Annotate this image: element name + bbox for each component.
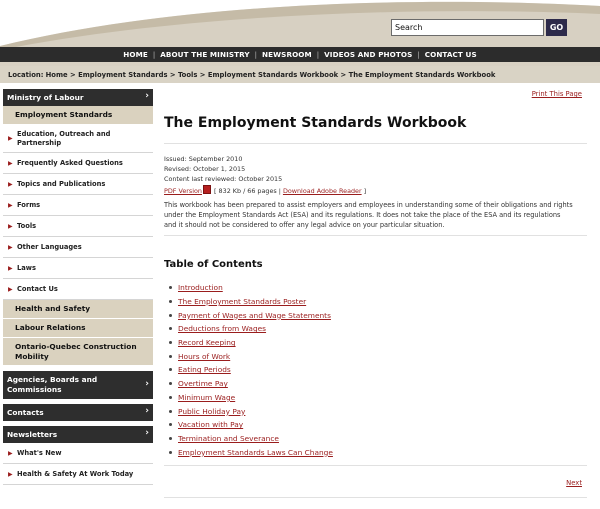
sidebar-link-label: Other Languages	[17, 242, 82, 251]
pdf-bracket-close: ]	[363, 187, 367, 195]
issued-date: Issued: September 2010	[164, 155, 243, 163]
arrow-right-icon: ▶	[8, 180, 13, 188]
sidebar-link-label: Education, Outreach and Partnership	[17, 129, 111, 147]
divider	[164, 497, 587, 498]
intro-paragraph: This workbook has been prepared to assist employers and employees in understanding some of their obligations and rights under the Employment Standards Act (ESA) and its regulations. It does not take the place of the ESA and its regulations and it should not be considered to offer any legal advice on your particular situation.	[164, 201, 573, 229]
toc-link-public-holiday-pay[interactable]: Public Holiday Pay	[178, 406, 246, 416]
toc-item	[164, 404, 333, 418]
site-header	[0, 0, 600, 66]
toc-item	[164, 281, 333, 295]
sidebar-link-label: Health & Safety At Work Today	[17, 469, 134, 478]
arrow-right-icon: ▶	[8, 449, 13, 457]
bullet-icon	[169, 382, 172, 385]
sidebar-link-contact-us[interactable]	[3, 279, 153, 300]
toc-link-introduction[interactable]: Introduction	[178, 283, 223, 293]
toc-item	[164, 308, 333, 322]
nav-separator: |	[254, 50, 258, 59]
sidebar-link-education-outreach[interactable]	[3, 125, 153, 153]
nav-separator: |	[152, 50, 156, 59]
sidebar-health-and-safety[interactable]: Health and Safety	[3, 300, 153, 319]
next-page-link[interactable]: Next	[566, 479, 582, 487]
sidebar-section-label: Contacts	[7, 408, 44, 417]
bullet-icon	[169, 451, 172, 454]
page-title: The Employment Standards Workbook	[164, 115, 467, 131]
bullet-icon	[169, 300, 172, 303]
sidebar-section-label: Newsletters	[7, 430, 58, 439]
pdf-line	[164, 185, 366, 195]
sidebar-labour-relations[interactable]: Labour Relations	[3, 319, 153, 338]
toc-link-laws-can-change[interactable]: Employment Standards Laws Can Change	[178, 447, 333, 457]
bullet-icon	[169, 423, 172, 426]
breadcrumb-path[interactable]: Home > Employment Standards > Tools > Employment Standards Workbook > The Employment Standards Workbook	[45, 71, 496, 79]
nav-contact-us[interactable]: CONTACT US	[424, 50, 477, 59]
toc-link-payment-of-wages[interactable]: Payment of Wages and Wage Statements	[178, 310, 331, 320]
sidebar-link-label: Frequently Asked Questions	[17, 158, 123, 167]
breadcrumb-prefix: Location:	[8, 71, 44, 79]
sidebar-employment-standards[interactable]: Employment Standards	[3, 106, 153, 125]
download-adobe-reader-link[interactable]: Download Adobe Reader	[282, 187, 362, 195]
toc-item	[164, 391, 333, 405]
sidebar-section-label: Agencies, Boards and Commissions	[7, 375, 98, 394]
pdf-file-icon	[203, 185, 211, 194]
arrow-right-icon: ▶	[8, 222, 13, 230]
pdf-version-link[interactable]: PDF Version	[164, 187, 202, 195]
sidebar-link-label: Tools	[17, 221, 37, 230]
chevron-right-icon: ›	[145, 379, 149, 389]
toc-heading: Table of Contents	[164, 259, 263, 270]
print-page-link[interactable]: Print This Page	[531, 90, 582, 98]
toc-item	[164, 349, 333, 363]
table-of-contents	[164, 281, 333, 459]
toc-item	[164, 336, 333, 350]
chevron-right-icon: ›	[145, 91, 149, 101]
sidebar-link-health-safety-today[interactable]	[3, 464, 153, 485]
toc-link-record-keeping[interactable]: Record Keeping	[178, 338, 236, 348]
sidebar-link-label: Laws	[17, 263, 36, 272]
toc-link-termination-severance[interactable]: Termination and Severance	[178, 433, 279, 443]
arrow-right-icon: ▶	[8, 201, 13, 209]
sidebar-ontario-quebec-mobility[interactable]: Ontario-Quebec Construction Mobility	[3, 338, 153, 366]
toc-item	[164, 295, 333, 309]
toc-link-overtime-pay[interactable]: Overtime Pay	[178, 379, 228, 389]
sidebar-agencies-boards[interactable]	[3, 371, 153, 399]
revised-date: Revised: October 1, 2015	[164, 165, 246, 173]
sidebar-section-label: Ministry of Labour	[7, 93, 84, 102]
arrow-right-icon: ▶	[8, 285, 13, 293]
nav-newsroom[interactable]: NEWSROOM	[262, 50, 312, 59]
toc-link-poster[interactable]: The Employment Standards Poster	[178, 297, 307, 307]
arrow-right-icon: ▶	[8, 159, 13, 167]
bullet-icon	[169, 410, 172, 413]
bullet-icon	[169, 341, 172, 344]
bullet-icon	[169, 314, 172, 317]
toc-link-minimum-wage[interactable]: Minimum Wage	[178, 392, 236, 402]
toc-item	[164, 432, 333, 446]
sidebar-link-whats-new[interactable]	[3, 443, 153, 464]
sidebar-contacts[interactable]	[3, 404, 153, 421]
chevron-right-icon: ›	[145, 428, 149, 438]
top-navigation	[0, 47, 600, 62]
divider	[164, 465, 587, 466]
sidebar-link-label: Contact Us	[17, 284, 58, 293]
sidebar-link-topics-publications[interactable]	[3, 174, 153, 195]
last-reviewed-date: Content last reviewed: October 2015	[164, 175, 283, 183]
toc-link-eating-periods[interactable]: Eating Periods	[178, 365, 231, 375]
divider	[164, 143, 587, 144]
nav-about-the-ministry[interactable]: ABOUT THE MINISTRY	[160, 50, 250, 59]
sidebar-link-tools[interactable]	[3, 216, 153, 237]
bullet-icon	[169, 327, 172, 330]
sidebar-link-faq[interactable]	[3, 153, 153, 174]
bullet-icon	[169, 286, 172, 289]
sidebar	[3, 89, 153, 485]
sidebar-link-laws[interactable]	[3, 258, 153, 279]
sidebar-link-label: What's New	[17, 448, 62, 457]
nav-separator: |	[316, 50, 320, 59]
arrow-right-icon: ▶	[8, 470, 13, 478]
pdf-size-info: [ 832 Kb / 66 pages |	[214, 187, 281, 195]
breadcrumb	[0, 66, 600, 83]
bullet-icon	[169, 437, 172, 440]
sidebar-newsletters[interactable]	[3, 426, 153, 443]
sidebar-link-other-languages[interactable]	[3, 237, 153, 258]
sidebar-ministry-of-labour[interactable]	[3, 89, 153, 106]
bullet-icon	[169, 355, 172, 358]
arrow-right-icon: ▶	[8, 135, 13, 142]
sidebar-link-forms[interactable]	[3, 195, 153, 216]
nav-separator: |	[417, 50, 420, 59]
search-input[interactable]: Search	[391, 19, 544, 36]
toc-item	[164, 322, 333, 336]
bullet-icon	[169, 396, 172, 399]
toc-item	[164, 377, 333, 391]
toc-item	[164, 445, 333, 459]
nav-videos-and-photos[interactable]: VIDEOS AND PHOTOS	[324, 50, 413, 59]
arrow-right-icon: ▶	[8, 264, 13, 272]
search-go-button[interactable]: GO	[546, 19, 567, 36]
toc-link-deductions[interactable]: Deductions from Wages	[178, 324, 267, 334]
arrow-right-icon: ▶	[8, 243, 13, 251]
divider	[164, 235, 587, 236]
chevron-right-icon: ›	[145, 406, 149, 416]
nav-home[interactable]: HOME	[123, 50, 148, 59]
bullet-icon	[169, 368, 172, 371]
toc-link-hours-of-work[interactable]: Hours of Work	[178, 351, 231, 361]
sidebar-link-label: Topics and Publications	[17, 179, 106, 188]
toc-item	[164, 363, 333, 377]
sidebar-link-label: Forms	[17, 200, 41, 209]
toc-link-vacation-with-pay[interactable]: Vacation with Pay	[178, 420, 244, 430]
toc-item	[164, 418, 333, 432]
